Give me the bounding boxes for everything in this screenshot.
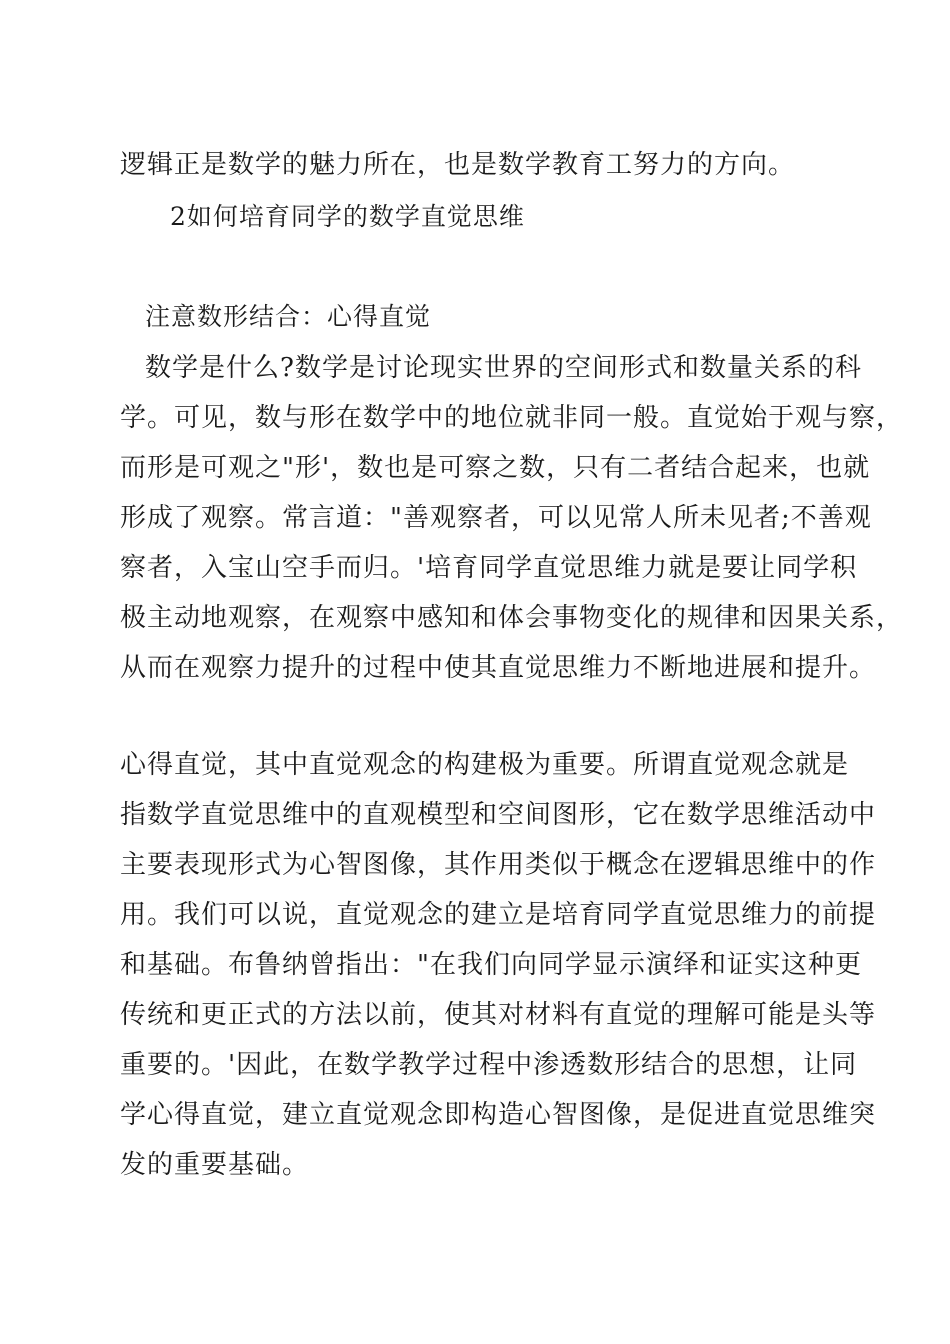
paragraph-line: 重要的。'因此，在数学教学过程中渗透数形结合的思想，让同 [120, 1050, 858, 1080]
paragraph-line: 学心得直觉，建立直觉观念即构造心智图像，是促进直觉思维突 [120, 1100, 877, 1130]
paragraph-line: 传统和更正式的方法以前，使其对材料有直觉的理解可能是头等 [120, 1000, 877, 1030]
paragraph-line: 形成了观察。常言道："善观察者，可以见常人所未见者;不善观 [120, 503, 872, 533]
paragraph-line: 数学是什么?数学是讨论现实世界的空间形式和数量关系的科 [145, 353, 862, 383]
paragraph-line: 指数学直觉思维中的直观模型和空间图形，它在数学思维活动中 [120, 800, 877, 830]
paragraph-line: 心得直觉，其中直觉观念的构建极为重要。所谓直觉观念就是 [120, 750, 850, 780]
paragraph-line: 和基础。布鲁纳曾指出："在我们向同学显示演绎和证实这种更 [120, 950, 862, 980]
paragraph-line: 用。我们可以说，直觉观念的建立是培育同学直觉思维力的前提 [120, 900, 877, 930]
paragraph-line: 从而在观察力提升的过程中使其直觉思维力不断地进展和提升。 [120, 653, 877, 683]
subsection-heading: 注意数形结合：心得直觉 [145, 302, 432, 331]
paragraph-line: 主要表现形式为心智图像，其作用类似于概念在逻辑思维中的作 [120, 850, 877, 880]
intro-text-line: 逻辑正是数学的魅力所在，也是数学教育工努力的方向。 [120, 150, 796, 180]
paragraph-line: 察者，入宝山空手而归。'培育同学直觉思维力就是要让同学积 [120, 553, 858, 583]
paragraph-line: 而形是可观之"形'，数也是可察之数，只有二者结合起来，也就 [120, 453, 871, 483]
section-heading: 2如何培育同学的数学直觉思维 [170, 202, 525, 231]
paragraph-line: 学。可见，数与形在数学中的地位就非同一般。直觉始于观与察， [120, 403, 904, 433]
paragraph-line: 发的重要基础。 [120, 1150, 310, 1180]
paragraph-line: 极主动地观察，在观察中感知和体会事物变化的规律和因果关系， [120, 603, 904, 633]
